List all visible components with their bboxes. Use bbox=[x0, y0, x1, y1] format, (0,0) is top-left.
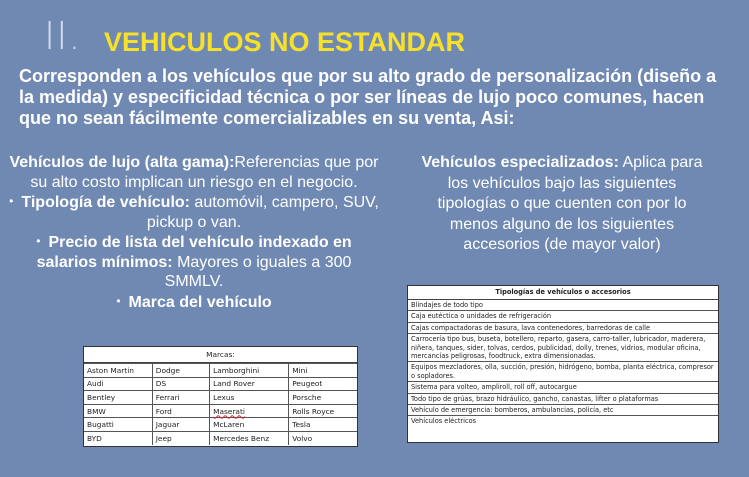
table-cell: Mini bbox=[289, 364, 357, 378]
table-cell: BMW bbox=[84, 404, 152, 418]
table-row: Blindajes de todo tipo bbox=[408, 300, 718, 311]
specialized-description: Aplica para los vehículos bajo las siguientes tipologías o que cuenten con por lo menos alguno de los siguientes accesorios (de mayor valor) bbox=[437, 154, 703, 253]
table-cell: Ford bbox=[152, 404, 209, 418]
brands-table-header: Marcas: bbox=[84, 347, 357, 363]
table-cell: Bentley bbox=[84, 391, 152, 405]
table-cell: Mercedes Benz bbox=[210, 431, 289, 444]
criterion-brand bbox=[8, 292, 380, 313]
table-cell: Maserati bbox=[210, 404, 289, 418]
criterion-vehicle-type bbox=[8, 192, 380, 232]
table-row bbox=[84, 404, 357, 418]
bullet-icon: • bbox=[36, 234, 41, 248]
table-cell: BYD bbox=[84, 431, 152, 444]
table-row bbox=[84, 431, 357, 444]
table-row: Caja eutéctica o unidades de refrigeración bbox=[408, 311, 718, 322]
luxury-vehicles-section bbox=[8, 153, 380, 312]
table-cell: Audi bbox=[84, 377, 152, 391]
table-row: Todo tipo de grúas, brazo hidráulico, gancho, canastas, lifter o plataformas bbox=[408, 394, 718, 405]
table-row bbox=[84, 391, 357, 405]
criterion-value: Mayores o iguales a 300 SMMLV. bbox=[164, 253, 352, 290]
criterion-value: automóvil, campero, SUV, pickup o van. bbox=[146, 194, 379, 231]
table-cell: McLaren bbox=[210, 418, 289, 432]
criterion-list-price bbox=[8, 232, 380, 292]
table-row bbox=[84, 377, 357, 391]
section-numeral: II. bbox=[44, 14, 82, 58]
table-row: Vehículo de emergencia: bomberos, ambulancias, policía, etc bbox=[408, 405, 718, 416]
table-cell: Lamborghini bbox=[210, 364, 289, 378]
specialized-heading: Vehículos especializados: bbox=[421, 154, 619, 171]
table-cell: Aston Martin bbox=[84, 364, 152, 378]
table-row: Sistema para volteo, ampliroll, roll off, autocargue bbox=[408, 382, 718, 393]
luxury-heading: Vehículos de lujo (alta gama): bbox=[9, 154, 235, 171]
table-row bbox=[84, 364, 357, 378]
page-title: VEHICULOS NO ESTANDAR bbox=[104, 27, 466, 57]
table-cell: DS bbox=[152, 377, 209, 391]
table-row: Equipos mezcladores, olla, succión, presión, hidrógeno, bomba, planta eléctrica, compresor o sopladores. bbox=[408, 362, 718, 382]
table-cell: Tesla bbox=[289, 418, 357, 432]
table-cell: Bugatti bbox=[84, 418, 152, 432]
table-row: Vehículos eléctricos bbox=[411, 417, 477, 426]
bullet-icon: • bbox=[9, 194, 14, 208]
table-row bbox=[84, 418, 357, 432]
accessories-table bbox=[407, 285, 719, 443]
table-cell: Rolls Royce bbox=[289, 404, 357, 418]
table-cell: Dodge bbox=[152, 364, 209, 378]
table-row: Cajas compactadoras de basura, lava contenedores, barredoras de calle bbox=[408, 323, 718, 334]
luxury-lead bbox=[8, 153, 380, 192]
intro-paragraph: Corresponden a los vehículos que por su alto grado de personalización (diseño a la medida) y especificidad técnica o por ser líneas de lujo poco comunes, hacen que no sean fácilmente comercializables en su venta, Asi: bbox=[19, 66, 717, 128]
luxury-criteria-list bbox=[8, 192, 380, 312]
luxury-description: Referencias que por su alto costo implican un riesgo en el negocio. bbox=[30, 154, 379, 191]
table-row: Carrocería tipo bus, buseta, botellero, reparto, gasera, carro-taller, lubricador, maderera, niñera, tanques, sider, tolvas, cerdos, publicidad, dolly, trenes, vidrios, modular oficina, mercancías peligrosas, foodtruck, extra dimensionadas. bbox=[408, 334, 718, 362]
table-cell: Porsche bbox=[289, 391, 357, 405]
criterion-label: Precio de lista del vehículo indexado en salarios mínimos: bbox=[36, 234, 352, 271]
table-cell: Land Rover bbox=[210, 377, 289, 391]
criterion-label: Tipología de vehículo: bbox=[21, 194, 190, 211]
table-cell: Volvo bbox=[289, 431, 357, 444]
specialized-vehicles-section bbox=[412, 153, 712, 256]
criterion-label: Marca del vehículo bbox=[128, 293, 272, 311]
table-cell: Jaguar bbox=[152, 418, 209, 432]
table-cell: Lexus bbox=[210, 391, 289, 405]
bullet-icon: • bbox=[116, 293, 121, 308]
table-cell: Jeep bbox=[152, 431, 209, 444]
table-cell: Peugeot bbox=[289, 377, 357, 391]
brands-table bbox=[83, 346, 358, 447]
table-cell: Ferrari bbox=[152, 391, 209, 405]
accessories-table-header: Tipologías de vehículos o accesorios bbox=[408, 286, 718, 300]
